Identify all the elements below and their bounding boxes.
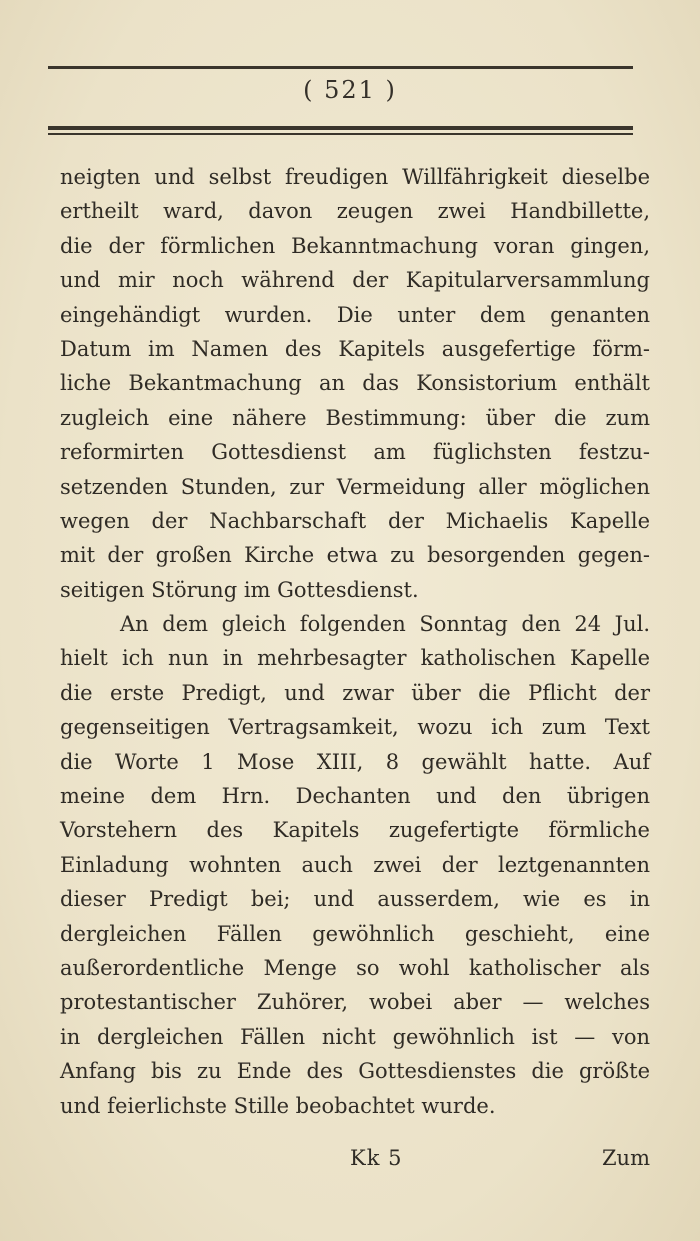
text-line: setzenden Stunden, zur Vermeidung aller möglichen [60,474,650,499]
header-rule-double [48,126,633,130]
text-line: protestantischer Zuhörer, wobei aber — welches [60,990,650,1015]
text-line: liche Bekantmachung an das Konsistorium enthält [60,371,650,396]
text-line: eingehändigt wurden. Die unter dem genanten [60,302,650,327]
header-rule-thin [48,133,633,135]
text-line: die Worte 1 Mose XIII, 8 gewählt hatte. Auf [60,749,650,774]
text-line: Vorstehern des Kapitels zugefertigte förmliche [60,818,650,843]
text-line: hielt ich nun in mehrbesagter katholischen Kapelle [60,646,650,671]
page-footer [60,1146,650,1186]
text-line: wegen der Nachbarschaft der Michaelis Kapelle [60,508,650,533]
text-line: reformirten Gottesdienst am füglichsten festzu- [60,440,650,465]
text-line: neigten und selbst freudigen Willfährigkeit dieselbe [60,165,650,189]
page-number: ( 521 ) [303,76,397,104]
text-line: zugleich eine nähere Bestimmung: über die zum [60,405,650,430]
text-line: Einladung wohnten auch zwei der leztgenannten [60,852,650,877]
text-line: in dergleichen Fällen nicht gewöhnlich ist — von [60,1024,650,1049]
body-text [60,160,650,1123]
text-line: ertheilt ward, davon zeugen zwei Handbillette, [60,199,650,224]
header-rule-top [48,66,633,69]
text-line: die erste Predigt, und zwar über die Pflicht der [60,680,650,705]
catchword: Zum [601,1146,650,1170]
text-line: Datum im Namen des Kapitels ausgefertige förm- [60,336,650,361]
signature-mark: Kk 5 [350,1146,403,1170]
text-line: dergleichen Fällen gewöhnlich geschieht, eine [60,921,650,946]
text-line: und mir noch während der Kapitularversammlung [60,268,650,293]
text-line: dieser Predigt bei; und ausserdem, wie es in [60,887,650,912]
text-line: außerordentliche Menge so wohl katholischer als [60,955,650,980]
text-line: und feierlichste Stille beobachtet wurde. [60,1093,496,1118]
text-line: gegenseitigen Vertragsamkeit, wozu ich zum Text [60,715,650,740]
text-line: Anfang bis zu Ende des Gottesdienstes die größte [60,1059,650,1084]
text-line: seitigen Störung im Gottesdienst. [60,577,419,602]
paragraph-start-line: An dem gleich folgenden Sonntag den 24 Jul. [120,612,650,637]
text-line: die der förmlichen Bekanntmachung voran gingen, [60,233,650,258]
text-line: meine dem Hrn. Dechanten und den übrigen [60,784,650,809]
text-line: mit der großen Kirche etwa zu besorgenden gegen- [60,543,650,568]
